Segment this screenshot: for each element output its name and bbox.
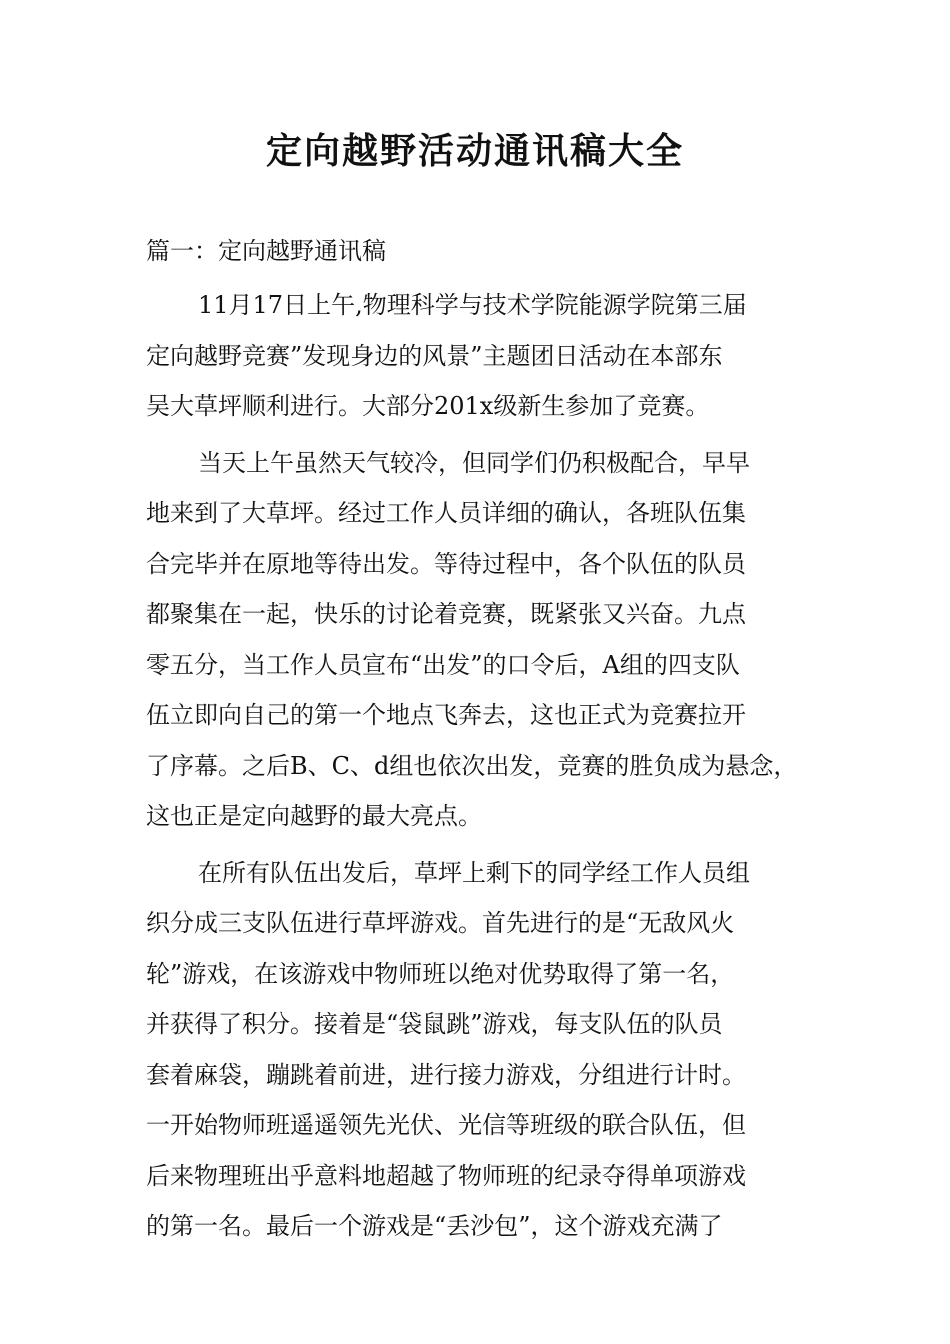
section-heading: 篇一：定向越野通讯稿 [146,237,386,265]
paragraph-line: 当天上午虽然天气较冷，但同学们仍积极配合，早早 [198,448,750,477]
document-body [146,226,822,1258]
paragraph-line: 这也正是定向越野的最大亮点。 [146,802,482,830]
paragraph-line: 后来物理班出乎意料地超越了物师班的纪录夺得单项游戏 [146,1161,746,1190]
paragraph-3 [146,848,822,1252]
paragraph-line: 一开始物师班遥遥领先光伏、光信等班级的联合队伍，但 [146,1111,746,1139]
paragraph-line: 定向越野竞赛”发现身边的风景”主题团日活动在本部东 [146,341,723,370]
paragraph-line: 都聚集在一起，快乐的讨论着竞赛，既紧张又兴奋。九点 [146,600,746,628]
paragraph-line: 在所有队伍出发后，草坪上剩下的同学经工作人员组 [198,858,750,887]
paragraph-line: 套着麻袋，蹦跳着前进，进行接力游戏，分组进行计时。 [146,1060,746,1089]
paragraph-line: 地来到了大草坪。经过工作人员详细的确认，各班队伍集 [146,499,746,527]
paragraph-line: 伍立即向自己的第一个地点飞奔去，这也正式为竞赛拉开 [146,701,746,729]
document-title: 定向越野活动通讯稿大全 [265,131,684,172]
paragraph-line: 织分成三支队伍进行草坪游戏。首先进行的是“无敌风火 [146,909,735,937]
paragraph-line: 的第一名。最后一个游戏是“丢沙包”，这个游戏充满了 [146,1212,723,1240]
paragraph-1 [146,280,822,432]
paragraph-line: 轮”游戏，在该游戏中物师班以绝对优势取得了第一名， [146,959,735,988]
paragraph-line: 11月17日上午,物理科学与技术学院能源学院第三届 [198,291,747,319]
paragraph-line: 合完毕并在原地等待出发。等待过程中，各个队伍的队员 [146,549,746,578]
paragraph-line: 了序幕。之后B、C、d组也依次出发，竞赛的胜负成为悬念， [146,751,798,780]
paragraph-line: 吴大草坪顺利进行。大部分201x级新生参加了竞赛。 [146,392,710,420]
paragraph-2 [146,438,822,842]
paragraph-line: 零五分，当工作人员宣布“出发”的口令后，A组的四支队 [146,650,740,679]
paragraph-line: 并获得了积分。接着是“袋鼠跳”游戏，每支队伍的队员 [146,1010,723,1038]
